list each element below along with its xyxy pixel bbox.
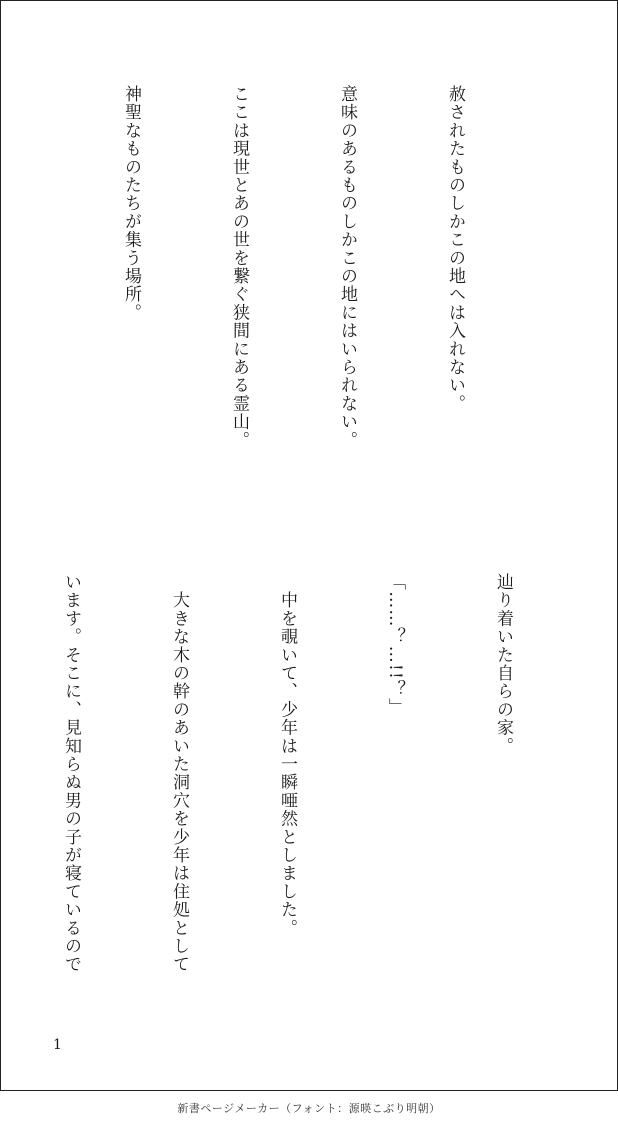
- text-line: [5, 85, 41, 515]
- text-line: 中を覗いて、少年は一瞬唖然としました。: [277, 573, 297, 937]
- text-line: ここは現世とあの世を繋ぐ狭間にある霊山。: [229, 85, 249, 449]
- text-line: います。そこに、見知らぬ男の子が寝ているので: [61, 573, 81, 974]
- text-line: 辿り着いた自らの家。: [493, 573, 513, 755]
- page-number: 1: [53, 1037, 62, 1053]
- text-block-top: [0, 85, 545, 515]
- text-line: 赦されたものしかこの地へは入れない。: [445, 85, 465, 413]
- text-line: 意味のあるものしかこの地にはいられない。: [337, 85, 357, 449]
- footer-caption: 新書ページメーカー（フォント：源暎こぶり明朝）: [177, 1102, 441, 1115]
- text-line: 大きな木の幹のあいた洞穴を少年は住処として: [169, 573, 189, 974]
- text-block-bottom: [0, 573, 593, 1003]
- text-line: 「……？…!!？」: [385, 573, 405, 717]
- text-line: 神聖なものたちが集う場所。: [121, 85, 141, 322]
